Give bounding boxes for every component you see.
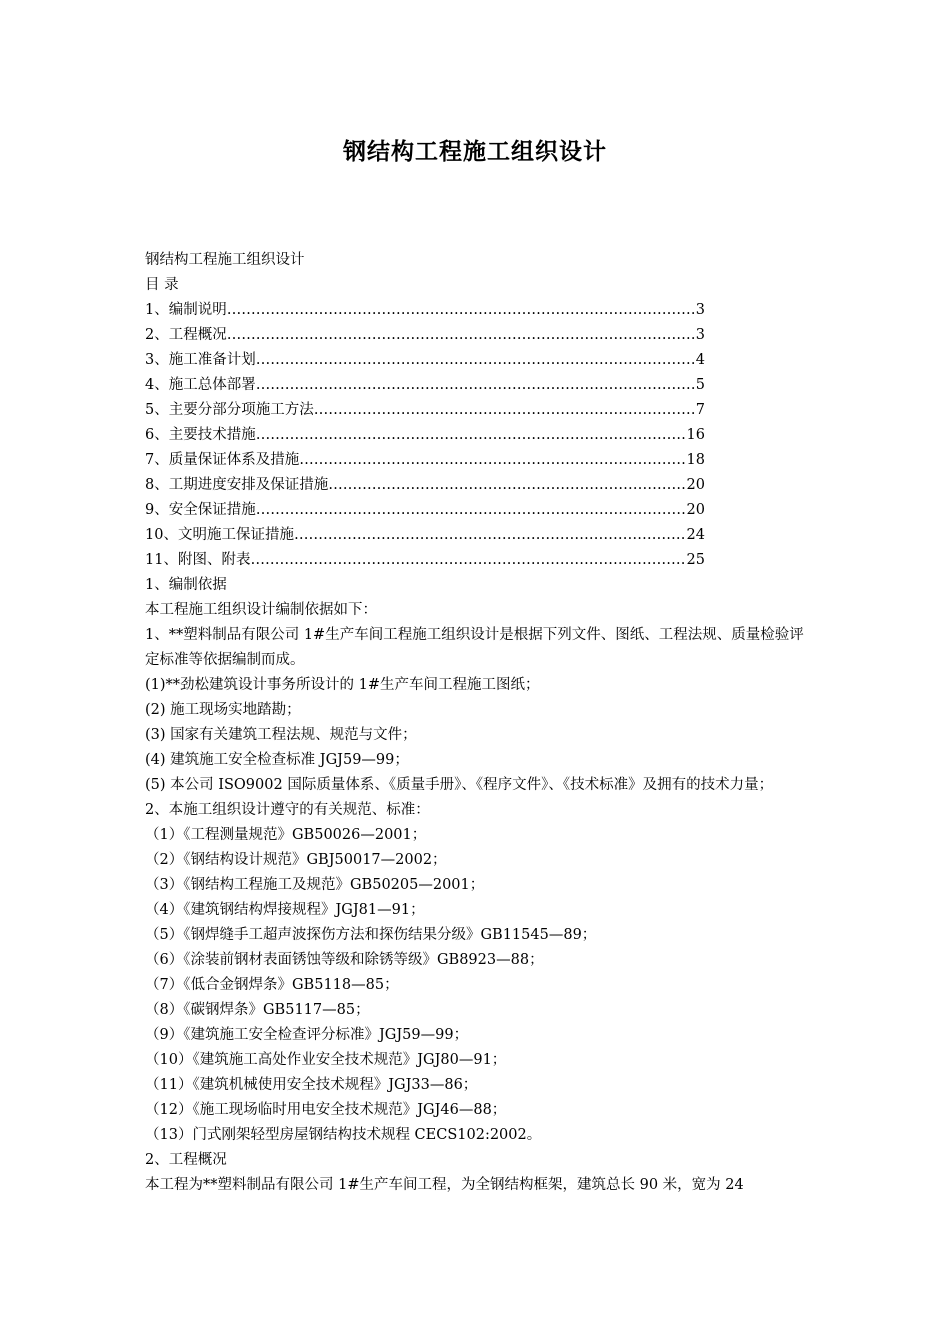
toc-entry-label: 4、施工总体部署 bbox=[145, 377, 256, 393]
list-item: （4）《建筑钢结构焊接规程》JGJ81—91； bbox=[145, 902, 425, 918]
list-item: （9）《建筑施工安全检查评分标准》JGJ59—99； bbox=[145, 1027, 469, 1043]
toc-entry-page: 3 bbox=[695, 302, 705, 318]
list-item: （8）《碳钢焊条》GB5117—85； bbox=[145, 1002, 370, 1018]
list-item: （1）《工程测量规范》GB50026—2001； bbox=[145, 827, 427, 843]
toc-leader-dots bbox=[227, 323, 696, 348]
toc-entry bbox=[145, 398, 705, 423]
toc-entry-label: 6、主要技术措施 bbox=[145, 427, 256, 443]
toc-entry bbox=[145, 498, 705, 523]
toc-entry-page: 16 bbox=[686, 427, 705, 443]
list-item: （6）《涂装前钢材表面锈蚀等级和除锈等级》GB8923—88； bbox=[145, 952, 544, 968]
toc-leader-dots bbox=[256, 423, 687, 448]
list-item: (4) 建筑施工安全检查标准 JGJ59—99； bbox=[145, 752, 409, 768]
section-heading: 2、工程概况 bbox=[145, 1152, 227, 1168]
paragraph: 本工程为**塑料制品有限公司 1#生产车间工程，为全钢结构框架，建筑总长 90 米，宽为 24 bbox=[145, 1177, 744, 1193]
standards-list bbox=[145, 823, 810, 1148]
toc-entry bbox=[145, 373, 705, 398]
toc-entry bbox=[145, 423, 705, 448]
toc-entry-label: 10、文明施工保证措施 bbox=[145, 527, 294, 543]
list-item: (1)**劲松建筑设计事务所设计的 1#生产车间工程施工图纸； bbox=[145, 677, 540, 693]
document-title: 钢结构工程施工组织设计 bbox=[343, 138, 607, 165]
toc-entry bbox=[145, 473, 705, 498]
toc-entry-label: 3、施工准备计划 bbox=[145, 352, 256, 368]
toc-entry bbox=[145, 448, 705, 473]
toc-entry-page: 5 bbox=[695, 377, 705, 393]
toc-leader-dots bbox=[256, 348, 696, 373]
toc-entry-label: 9、安全保证措施 bbox=[145, 502, 256, 518]
toc-leader-dots bbox=[299, 448, 686, 473]
section-heading: 1、编制依据 bbox=[145, 577, 227, 593]
list-item: (3) 国家有关建筑工程法规、规范与文件； bbox=[145, 727, 417, 743]
toc-heading: 目 录 bbox=[145, 277, 179, 293]
toc-leader-dots bbox=[314, 398, 696, 423]
document-subtitle: 钢结构工程施工组织设计 bbox=[145, 252, 305, 268]
toc-leader-dots bbox=[250, 548, 686, 573]
toc-entry-label: 5、主要分部分项施工方法 bbox=[145, 402, 314, 418]
list-item: （11）《建筑机械使用安全技术规程》JGJ33—86； bbox=[145, 1077, 478, 1093]
toc-entry bbox=[145, 548, 705, 573]
toc-entry-label: 7、质量保证体系及措施 bbox=[145, 452, 300, 468]
basis-list bbox=[145, 673, 810, 798]
paragraph: 1、**塑料制品有限公司 1#生产车间工程施工组织设计是根据下列文件、图纸、工程法规、质量检验评定标准等依据编制而成。 bbox=[145, 627, 804, 668]
toc-entry-label: 8、工期进度安排及保证措施 bbox=[145, 477, 329, 493]
list-item: (5) 本公司 ISO9002 国际质量体系、《质量手册》、《程序文件》、《技术标准》及拥有的技术力量； bbox=[145, 777, 774, 793]
toc-entry bbox=[145, 323, 705, 348]
toc-entry bbox=[145, 523, 705, 548]
toc-leader-dots bbox=[328, 473, 686, 498]
toc-entry bbox=[145, 298, 705, 323]
toc-leader-dots bbox=[294, 523, 687, 548]
document-body bbox=[145, 248, 810, 1198]
toc-entry-page: 18 bbox=[686, 452, 705, 468]
toc-entry-page: 25 bbox=[686, 552, 705, 568]
list-item: （12）《施工现场临时用电安全技术规范》JGJ46—88； bbox=[145, 1102, 507, 1118]
toc-entry-page: 4 bbox=[695, 352, 705, 368]
list-item: （7）《低合金钢焊条》GB5118—85； bbox=[145, 977, 399, 993]
list-item: (2) 施工现场实地踏勘； bbox=[145, 702, 301, 718]
toc-leader-dots bbox=[227, 298, 696, 323]
paragraph: 本工程施工组织设计编制依据如下： bbox=[145, 602, 377, 618]
toc-entry bbox=[145, 348, 705, 373]
toc-entry-label: 1、编制说明 bbox=[145, 302, 227, 318]
toc-leader-dots bbox=[256, 498, 687, 523]
list-item: （2）《钢结构设计规范》GBJ50017—2002； bbox=[145, 852, 447, 868]
toc-entry-page: 24 bbox=[686, 527, 705, 543]
toc-entry-label: 2、工程概况 bbox=[145, 327, 227, 343]
list-item: （13）门式刚架轻型房屋钢结构技术规程 CECS102:2002。 bbox=[145, 1127, 542, 1143]
list-item: （3）《钢结构工程施工及规范》GB50205—2001； bbox=[145, 877, 485, 893]
toc-entry-page: 7 bbox=[695, 402, 705, 418]
list-item: （10）《建筑施工高处作业安全技术规范》JGJ80—91； bbox=[145, 1052, 507, 1068]
toc-entry-page: 20 bbox=[686, 502, 705, 518]
toc-entry-label: 11、附图、附表 bbox=[145, 552, 251, 568]
toc-entry-page: 3 bbox=[695, 327, 705, 343]
toc-leader-dots bbox=[256, 373, 696, 398]
toc-entry-page: 20 bbox=[686, 477, 705, 493]
section-heading: 2、本施工组织设计遵守的有关规范、标准： bbox=[145, 802, 430, 818]
table-of-contents bbox=[145, 298, 810, 573]
list-item: （5）《钢焊缝手工超声波探伤方法和探伤结果分级》GB11545—89； bbox=[145, 927, 597, 943]
